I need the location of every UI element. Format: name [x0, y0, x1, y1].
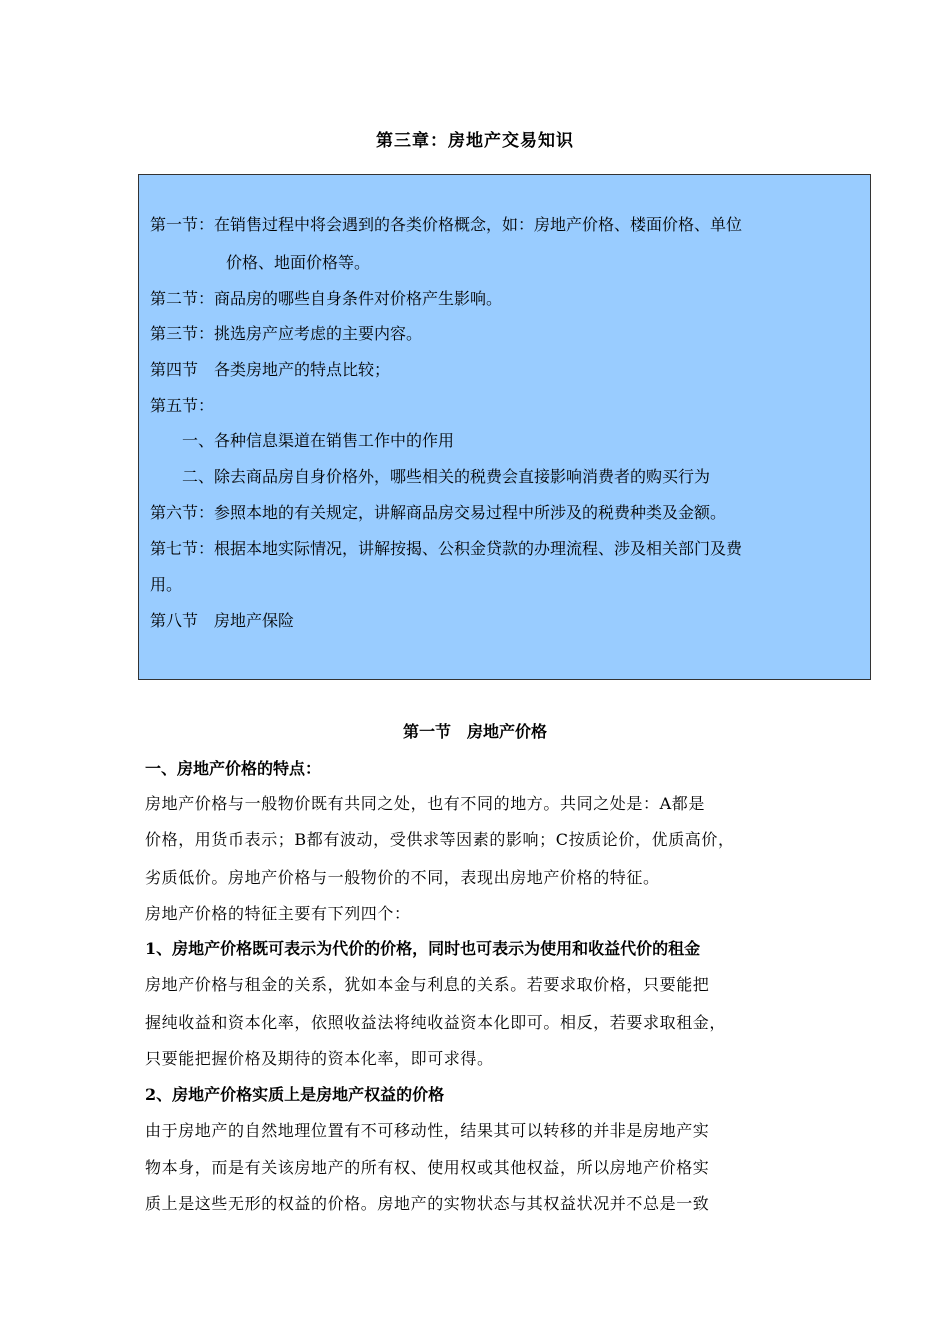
- paragraph-3-line-2: 握纯收益和资本化率，依照收益法将纯收益资本化即可。相反，若要求取租金，: [145, 1013, 727, 1032]
- paragraph-4-line-2: 物本身，而是有关该房地产的所有权、使用权或其他权益，所以房地产价格实: [145, 1158, 710, 1177]
- table-of-contents-box: [138, 174, 871, 680]
- toc-section-6: 第六节：参照本地的有关规定，讲解商品房交易过程中所涉及的税费种类及金额。: [150, 503, 727, 522]
- paragraph-1-line-3: 劣质低价。房地产价格与一般物价的不同，表现出房地产价格的特征。: [145, 868, 660, 887]
- toc-section-2: 第二节：商品房的哪些自身条件对价格产生影响。: [150, 289, 503, 308]
- heading-price-characteristics: 一、房地产价格的特点：: [145, 759, 322, 778]
- toc-section-1-line-1: 第一节：在销售过程中将会遇到的各类价格概念，如：房地产价格、楼面价格、单位: [150, 215, 743, 234]
- toc-section-8: 第八节 房地产保险: [150, 611, 295, 630]
- paragraph-4-line-1: 由于房地产的自然地理位置有不可移动性，结果其可以转移的并非是房地产实: [145, 1121, 710, 1140]
- paragraph-3-line-1: 房地产价格与租金的关系，犹如本金与利息的关系。若要求取价格，只要能把: [145, 975, 710, 994]
- paragraph-3-line-3: 只要能把握价格及期待的资本化率，即可求得。: [145, 1049, 494, 1068]
- toc-section-5-item-1: 一、各种信息渠道在销售工作中的作用: [182, 431, 455, 450]
- toc-section-7-line-2: 用。: [150, 575, 183, 594]
- toc-section-7-line-1: 第七节：根据本地实际情况，讲解按揭、公积金贷款的办理流程、涉及相关部门及费: [150, 539, 743, 558]
- subheading-1: 1、房地产价格既可表示为代价的价格，同时也可表示为使用和收益代价的租金: [145, 939, 701, 958]
- paragraph-2: 房地产价格的特征主要有下列四个：: [145, 904, 411, 923]
- toc-section-5-item-2: 二、除去商品房自身价格外，哪些相关的税费会直接影响消费者的购买行为: [182, 467, 711, 486]
- paragraph-1-line-2: 价格，用货币表示；B都有波动，受供求等因素的影响；C按质论价，优质高价，: [145, 830, 735, 849]
- toc-section-1-line-2: 价格、地面价格等。: [226, 253, 371, 272]
- subheading-2: 2、房地产价格实质上是房地产权益的价格: [145, 1085, 445, 1104]
- toc-section-3: 第三节：挑选房产应考虑的主要内容。: [150, 324, 423, 343]
- section-1-title: 第一节 房地产价格: [402, 722, 547, 741]
- chapter-title: 第三章：房地产交易知识: [376, 131, 574, 151]
- paragraph-1-line-1: 房地产价格与一般物价既有共同之处，也有不同的地方。共同之处是：A都是: [145, 794, 705, 813]
- paragraph-4-line-3: 质上是这些无形的权益的价格。房地产的实物状态与其权益状况并不总是一致: [145, 1194, 710, 1213]
- toc-section-4: 第四节 各类房地产的特点比较；: [150, 360, 391, 379]
- toc-section-5: 第五节：: [150, 396, 215, 415]
